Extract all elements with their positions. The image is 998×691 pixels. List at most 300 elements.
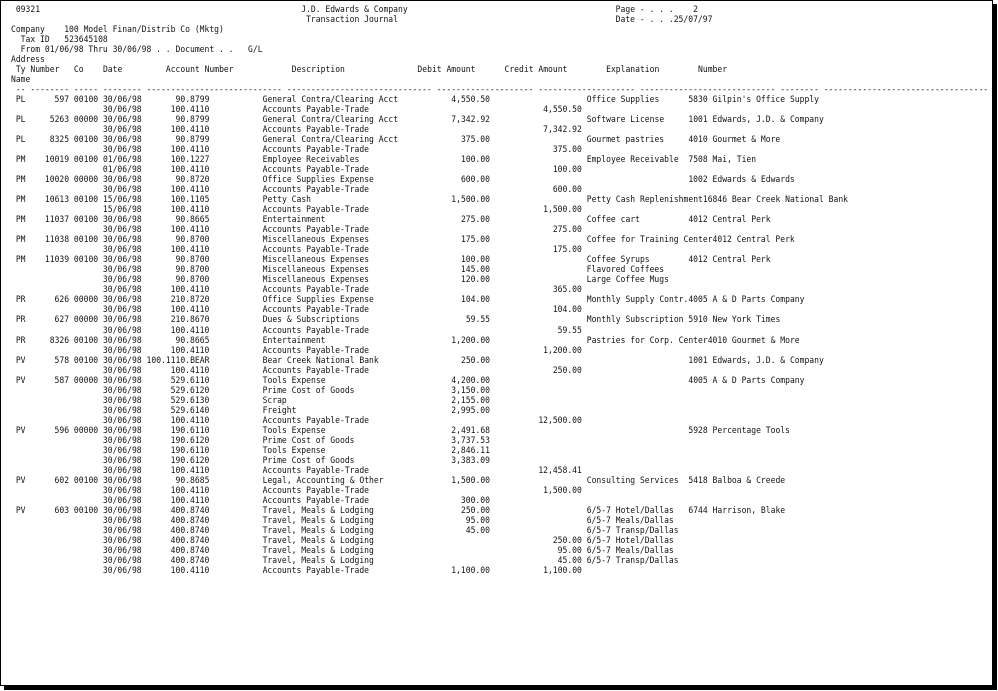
- journal-line: [11, 305, 988, 315]
- line-date: 30/06/98: [102, 125, 142, 136]
- line-account: 100.4110: [170, 305, 210, 316]
- line-explanation: Software License: [586, 115, 665, 126]
- line-description: Accounts Payable-Trade: [262, 185, 370, 196]
- doc-company: 00100: [73, 195, 99, 206]
- line-description: Scrap: [262, 395, 287, 406]
- line-date: 30/06/98: [102, 405, 142, 416]
- line-date: 30/06/98: [102, 395, 142, 406]
- program-id: 09321: [15, 5, 41, 15]
- line-account: 190.6110: [170, 425, 210, 436]
- line-date: 30/06/98: [102, 325, 142, 336]
- line-date: 30/06/98: [102, 475, 142, 486]
- doc-type: PM: [15, 155, 26, 166]
- journal-line: [11, 346, 988, 356]
- journal-line: [11, 406, 988, 416]
- doc-number: 596: [54, 425, 70, 436]
- doc-type: PR: [15, 335, 26, 346]
- doc-company: 00100: [73, 135, 99, 146]
- col-credit: Credit Amount: [504, 65, 568, 76]
- line-account: 529.6120: [170, 385, 210, 396]
- line-explanation: Flavored Coffees: [586, 265, 665, 276]
- address-name: Gourmet & More: [712, 135, 781, 146]
- line-address-number: 5830: [688, 95, 708, 106]
- line-account: 90.8665: [175, 335, 210, 346]
- line-date: 30/06/98: [102, 535, 142, 546]
- doc-type: PL: [15, 95, 26, 106]
- line-debit: 250.00: [460, 355, 491, 366]
- company-line: [11, 25, 988, 35]
- line-account: 100.4110: [170, 165, 210, 176]
- doc-company: 00100: [73, 215, 99, 226]
- line-debit: 100.00: [460, 155, 491, 166]
- line-account: 400.8740: [170, 505, 210, 516]
- line-debit: 4,200.00: [451, 375, 491, 386]
- line-description: Bear Creek National Bank: [262, 355, 379, 366]
- journal-line: [11, 476, 988, 486]
- line-explanation: Employee Receivable: [586, 155, 679, 166]
- journal-line: [11, 556, 988, 566]
- line-explanation: Coffee Syrups: [586, 255, 650, 266]
- line-account: 100.4110: [170, 285, 210, 296]
- line-date: 30/06/98: [102, 425, 142, 436]
- line-description: Travel, Meals & Lodging: [262, 525, 374, 536]
- line-account: 400.8740: [170, 535, 210, 546]
- line-description: General Contra/Clearing Acct: [262, 95, 399, 106]
- journal-line: [11, 115, 988, 125]
- line-description: Miscellaneous Expenses: [262, 275, 369, 286]
- line-account: 100.4110: [170, 245, 210, 256]
- journal-line: [11, 566, 988, 576]
- column-header-3: [11, 75, 988, 85]
- line-explanation: 6/5-7 Transp/Dallas: [586, 525, 679, 536]
- line-debit: 2,846.11: [451, 445, 490, 456]
- journal-line: [11, 366, 988, 376]
- line-description: Accounts Payable-Trade: [262, 485, 370, 496]
- journal-line: [11, 215, 988, 225]
- line-date: 30/06/98: [102, 515, 142, 526]
- doc-type: PM: [15, 215, 26, 226]
- line-description: Employee Receivables: [262, 155, 360, 166]
- doc-company: 00100: [73, 475, 99, 486]
- line-account: 100.4110: [170, 485, 210, 496]
- line-account: 100.4110: [170, 365, 210, 376]
- journal-line: [11, 245, 988, 255]
- tax-label: Tax ID: [20, 35, 50, 46]
- report-title: Transaction Journal: [306, 15, 398, 26]
- journal-line: [11, 225, 988, 235]
- col-account: Account Number: [165, 65, 234, 76]
- line-account: 529.6140: [170, 405, 210, 416]
- company-value: 100 Model Finan/Distrib Co (Mktg): [64, 25, 224, 36]
- header-line-1: [11, 5, 988, 15]
- line-address-number: 4005: [688, 295, 708, 306]
- line-description: Tools Expense: [262, 425, 326, 436]
- page-number: 2: [693, 5, 698, 15]
- line-date: 30/06/98: [102, 235, 142, 246]
- line-credit: 95.00: [557, 545, 582, 556]
- journal-line: [11, 516, 988, 526]
- line-description: Travel, Meals & Lodging: [262, 535, 374, 546]
- journal-line: [11, 496, 988, 506]
- line-date: 30/06/98: [102, 335, 142, 346]
- col-description: Description: [291, 65, 345, 76]
- col-debit: Debit Amount: [417, 65, 476, 76]
- line-account: 529.6130: [170, 395, 210, 406]
- line-description: Miscellaneous Expenses: [262, 235, 370, 246]
- line-credit: 12,500.00: [538, 415, 582, 426]
- line-date: 30/06/98: [102, 385, 142, 396]
- line-account: 90.8799: [175, 135, 210, 146]
- line-description: Tools Expense: [262, 445, 326, 456]
- line-debit: 145.00: [460, 265, 490, 276]
- company-label: Company: [11, 25, 45, 36]
- line-debit: 7,342.92: [451, 115, 491, 126]
- col-number: Number: [30, 65, 60, 76]
- line-explanation: 6/5-7 Hotel/Dallas: [586, 535, 674, 546]
- journal-line: [11, 205, 988, 215]
- journal-line: [11, 326, 988, 336]
- line-credit: 45.00: [557, 555, 582, 566]
- line-debit: 250.00: [460, 505, 491, 516]
- line-debit: 120.00: [460, 275, 490, 286]
- line-description: Office Supplies Expense: [262, 175, 374, 186]
- line-date: 30/06/98: [102, 215, 142, 226]
- line-debit: 3,383.09: [451, 455, 490, 466]
- doc-number: 587: [54, 375, 70, 386]
- line-date: 30/06/98: [102, 485, 142, 496]
- line-address-number: 1001: [688, 115, 708, 126]
- line-description: Prime Cost of Goods: [262, 385, 355, 396]
- journal-line: [11, 265, 988, 275]
- line-description: Accounts Payable-Trade: [262, 245, 370, 256]
- line-description: Dues & Subscriptions: [262, 315, 360, 326]
- line-account: 400.8740: [170, 515, 210, 526]
- journal-line: [11, 546, 988, 556]
- line-account: 100.1227: [170, 155, 210, 166]
- doc-number: 597: [54, 95, 70, 106]
- line-date: 30/06/98: [102, 505, 142, 516]
- line-credit: 175.00: [552, 245, 582, 256]
- line-debit: 2,995.00: [451, 405, 490, 416]
- line-credit: 100.00: [552, 165, 582, 176]
- line-date: 30/06/98: [102, 445, 142, 456]
- line-description: Travel, Meals & Lodging: [262, 515, 374, 526]
- doc-number: 626: [54, 295, 70, 306]
- doc-company: 00000: [73, 315, 99, 326]
- doc-company: 00000: [73, 115, 99, 126]
- line-account: 529.6110: [170, 375, 210, 386]
- line-date: 30/06/98: [102, 455, 142, 466]
- line-account: 100.4110: [170, 185, 210, 196]
- line-account: 100.4110: [170, 205, 210, 216]
- line-credit: 250.00: [552, 535, 582, 546]
- doc-company: 00000: [73, 375, 99, 386]
- line-date: 30/06/98: [102, 275, 142, 286]
- journal-line: [11, 95, 988, 105]
- address-name: A & D Parts Company: [712, 295, 805, 306]
- journal-line: [11, 526, 988, 536]
- line-debit: 4,550.50: [451, 95, 491, 106]
- line-description: Miscellaneous Expenses: [262, 255, 370, 266]
- line-debit: 45.00: [465, 525, 490, 536]
- doc-company: 00100: [73, 95, 99, 106]
- doc-company: 00100: [73, 235, 99, 246]
- line-date: 30/06/98: [102, 345, 142, 356]
- line-account: 100.4110: [170, 105, 210, 116]
- journal-line: [11, 486, 988, 496]
- address-name: A & D Parts Company: [712, 375, 805, 386]
- address-name: Central Perk: [736, 235, 795, 246]
- line-credit: 600.00: [552, 185, 582, 196]
- journal-line: [11, 436, 988, 446]
- line-date: 30/06/98: [102, 545, 142, 556]
- address-name: Bear Creek National Bank: [731, 195, 849, 206]
- journal-line: [11, 376, 988, 386]
- journal-line: [11, 285, 988, 295]
- line-account: 400.8740: [170, 555, 210, 566]
- line-description: Accounts Payable-Trade: [262, 125, 370, 136]
- line-credit: 12,458.41: [538, 465, 582, 476]
- line-address-number: 4012: [712, 235, 732, 246]
- doc-type: PR: [15, 295, 26, 306]
- journal-line: [11, 426, 988, 436]
- line-account: 190.6120: [170, 435, 210, 446]
- doc-company: 00100: [73, 255, 99, 266]
- journal-line: [11, 466, 988, 476]
- line-credit: 104.00: [552, 305, 582, 316]
- address-name: Edwards & Edwards: [712, 175, 795, 186]
- doc-number: 10613: [44, 195, 70, 206]
- line-account: 100.1105: [170, 195, 210, 206]
- line-account: 400.8740: [170, 525, 210, 536]
- address-name: Balboa & Creede: [712, 475, 786, 486]
- journal-line: [11, 416, 988, 426]
- line-debit: 1,500.00: [451, 475, 491, 486]
- line-date: 30/06/98: [102, 285, 142, 296]
- line-debit: 1,500.00: [451, 195, 491, 206]
- line-credit: 375.00: [552, 145, 582, 156]
- address-name: Central Perk: [712, 215, 771, 226]
- line-explanation: Consulting Services: [586, 475, 679, 486]
- line-description: Accounts Payable-Trade: [262, 415, 370, 426]
- line-address-number: 4005: [688, 375, 708, 386]
- line-date: 30/06/98: [102, 185, 142, 196]
- line-credit: 1,500.00: [543, 205, 582, 216]
- line-explanation: 6/5-7 Meals/Dallas: [586, 545, 674, 556]
- line-explanation: Pastries for Corp. Center: [586, 335, 708, 346]
- line-credit: 275.00: [552, 225, 582, 236]
- doc-number: 11037: [44, 215, 70, 226]
- journal-line: [11, 336, 988, 346]
- line-description: Entertainment: [262, 215, 326, 226]
- line-date: 01/06/98: [102, 165, 142, 176]
- line-account: 90.8665: [175, 215, 210, 226]
- col-explanation: Explanation: [606, 65, 660, 76]
- date-label: Date - . . .: [615, 15, 674, 26]
- line-account: 90.8720: [175, 175, 210, 186]
- line-date: 30/06/98: [102, 95, 142, 106]
- line-date: 30/06/98: [102, 375, 142, 386]
- journal-line: [11, 386, 988, 396]
- doc-type: PR: [15, 315, 26, 326]
- line-explanation: Petty Cash Replenishment: [586, 195, 703, 206]
- line-address-number: 5928: [688, 425, 708, 436]
- doc-number: 8326: [49, 335, 70, 346]
- column-header-2: [11, 65, 988, 75]
- line-description: General Contra/Clearing Acct: [262, 135, 399, 146]
- line-description: Office Supplies Expense: [262, 295, 374, 306]
- journal-line: [11, 125, 988, 135]
- line-explanation: Monthly Subscription: [586, 315, 684, 326]
- doc-type: PV: [15, 505, 26, 516]
- line-address-number: 7508: [688, 155, 708, 166]
- line-account: 100.4110: [170, 495, 210, 506]
- line-explanation: Coffee cart: [586, 215, 640, 226]
- line-account: 100.4110: [170, 565, 210, 576]
- line-debit: 100.00: [460, 255, 490, 266]
- line-debit: 104.00: [460, 295, 491, 306]
- line-explanation: Large Coffee Mugs: [586, 275, 669, 286]
- line-description: Accounts Payable-Trade: [262, 105, 370, 116]
- line-account: 190.6110: [170, 445, 210, 456]
- line-date: 30/06/98: [102, 105, 142, 116]
- line-debit: 59.55: [465, 315, 491, 326]
- line-account: 90.8700: [175, 275, 210, 286]
- line-credit: 250.00: [552, 365, 582, 376]
- line-explanation: Monthly Supply Contr.: [586, 295, 689, 306]
- line-description: Accounts Payable-Trade: [262, 365, 370, 376]
- doc-type: PV: [15, 355, 26, 366]
- address-name: Central Perk: [712, 255, 771, 266]
- line-date: 30/06/98: [102, 145, 142, 156]
- line-date: 30/06/98: [102, 255, 142, 266]
- line-description: Accounts Payable-Trade: [262, 205, 370, 216]
- line-date: 30/06/98: [102, 555, 142, 566]
- doc-company: 00100: [73, 355, 99, 366]
- line-debit: 95.00: [465, 515, 490, 526]
- line-date: 30/06/98: [102, 175, 142, 186]
- doc-company: 00100: [73, 155, 99, 166]
- line-explanation: 6/5-7 Meals/Dallas: [586, 515, 674, 526]
- line-address-number: 5910: [688, 315, 708, 326]
- line-description: Accounts Payable-Trade: [262, 465, 370, 476]
- doc-number: 627: [54, 315, 70, 326]
- line-description: General Contra/Clearing Acct: [262, 115, 399, 126]
- tax-line: [11, 35, 988, 45]
- col-date: Date: [102, 65, 123, 76]
- doc-company: 00000: [73, 295, 99, 306]
- line-account: 100.4110: [170, 145, 210, 156]
- line-account: 100.4110: [170, 125, 210, 136]
- line-debit: 175.00: [460, 235, 490, 246]
- doc-type: PM: [15, 175, 26, 186]
- column-header-1: [11, 55, 988, 65]
- journal-line: [11, 356, 988, 366]
- doc-type: PL: [15, 115, 26, 126]
- line-description: Accounts Payable-Trade: [262, 145, 370, 156]
- address-name: Percentage Tools: [712, 425, 790, 436]
- line-date: 30/06/98: [102, 135, 142, 146]
- line-description: Entertainment: [262, 335, 326, 346]
- range-line: [11, 45, 988, 55]
- header-line-2: [11, 15, 988, 25]
- line-account: 100.4110: [170, 415, 210, 426]
- doc-type: PV: [15, 425, 26, 436]
- line-description: Accounts Payable-Trade: [262, 225, 370, 236]
- doc-number: 578: [54, 355, 70, 366]
- col-name: Name: [11, 75, 31, 86]
- journal-line: [11, 175, 988, 185]
- doc-number: 10020: [44, 175, 70, 186]
- line-account: 90.8700: [175, 255, 210, 266]
- line-credit: 1,100.00: [543, 565, 582, 576]
- line-description: Prime Cost of Goods: [262, 455, 355, 466]
- line-address-number: 1001: [688, 355, 708, 366]
- line-debit: 2,155.00: [451, 395, 490, 406]
- line-date: 30/06/98: [102, 355, 142, 366]
- line-account: 90.8799: [175, 115, 210, 126]
- address-name: Mai, Tien: [712, 155, 757, 166]
- line-address-number: 1002: [688, 175, 708, 186]
- journal-line: [11, 295, 988, 305]
- journal-line: [11, 155, 988, 165]
- address-name: Gilpin's Office Supply: [712, 95, 819, 106]
- journal-line: [11, 315, 988, 325]
- line-date: 30/06/98: [102, 525, 142, 536]
- line-account: 100.1110.BEAR: [146, 355, 210, 366]
- line-account: 100.4110: [170, 325, 210, 336]
- line-account: 100.4110: [170, 465, 210, 476]
- journal-line: [11, 396, 988, 406]
- line-debit: 275.00: [460, 215, 490, 226]
- line-address-number: 6744: [688, 505, 708, 516]
- journal-line: [11, 255, 988, 265]
- line-address-number: 16846: [702, 195, 728, 206]
- line-date: 01/06/98: [102, 155, 142, 166]
- doc-company: 00000: [73, 425, 99, 436]
- doc-company: 00100: [73, 335, 99, 346]
- doc-type: PM: [15, 255, 26, 266]
- line-account: 90.8799: [175, 95, 210, 106]
- line-address-number: 4012: [688, 215, 708, 226]
- line-account: 100.4110: [170, 345, 210, 356]
- line-description: Tools Expense: [262, 375, 326, 386]
- line-description: Travel, Meals & Lodging: [262, 545, 374, 556]
- line-date: 30/06/98: [102, 295, 142, 306]
- col-address-number: Number: [698, 65, 728, 76]
- doc-type: PL: [15, 135, 26, 146]
- address-name: Gourmet & More: [731, 335, 800, 346]
- line-address-number: 4012: [688, 255, 708, 266]
- line-account: 210.8720: [170, 295, 210, 306]
- journal-line: [11, 536, 988, 546]
- line-credit: 365.00: [552, 285, 582, 296]
- line-debit: 600.00: [460, 175, 490, 186]
- company-heading: J.D. Edwards & Company: [301, 5, 408, 15]
- journal-line: [11, 145, 988, 155]
- line-account: 100.4110: [170, 225, 210, 236]
- journal-line: [11, 235, 988, 245]
- line-explanation: Office Supplies: [586, 95, 660, 106]
- line-debit: 375.00: [460, 135, 490, 146]
- line-date: 30/06/98: [102, 465, 142, 476]
- tax-value: 523645108: [64, 35, 108, 46]
- doc-number: 10019: [44, 155, 70, 166]
- range-text: From 01/06/98 Thru 30/06/98 . . Document . . G/L: [20, 45, 263, 56]
- doc-type: PV: [15, 475, 26, 486]
- line-date: 30/06/98: [102, 365, 142, 376]
- doc-number: 8325: [49, 135, 70, 146]
